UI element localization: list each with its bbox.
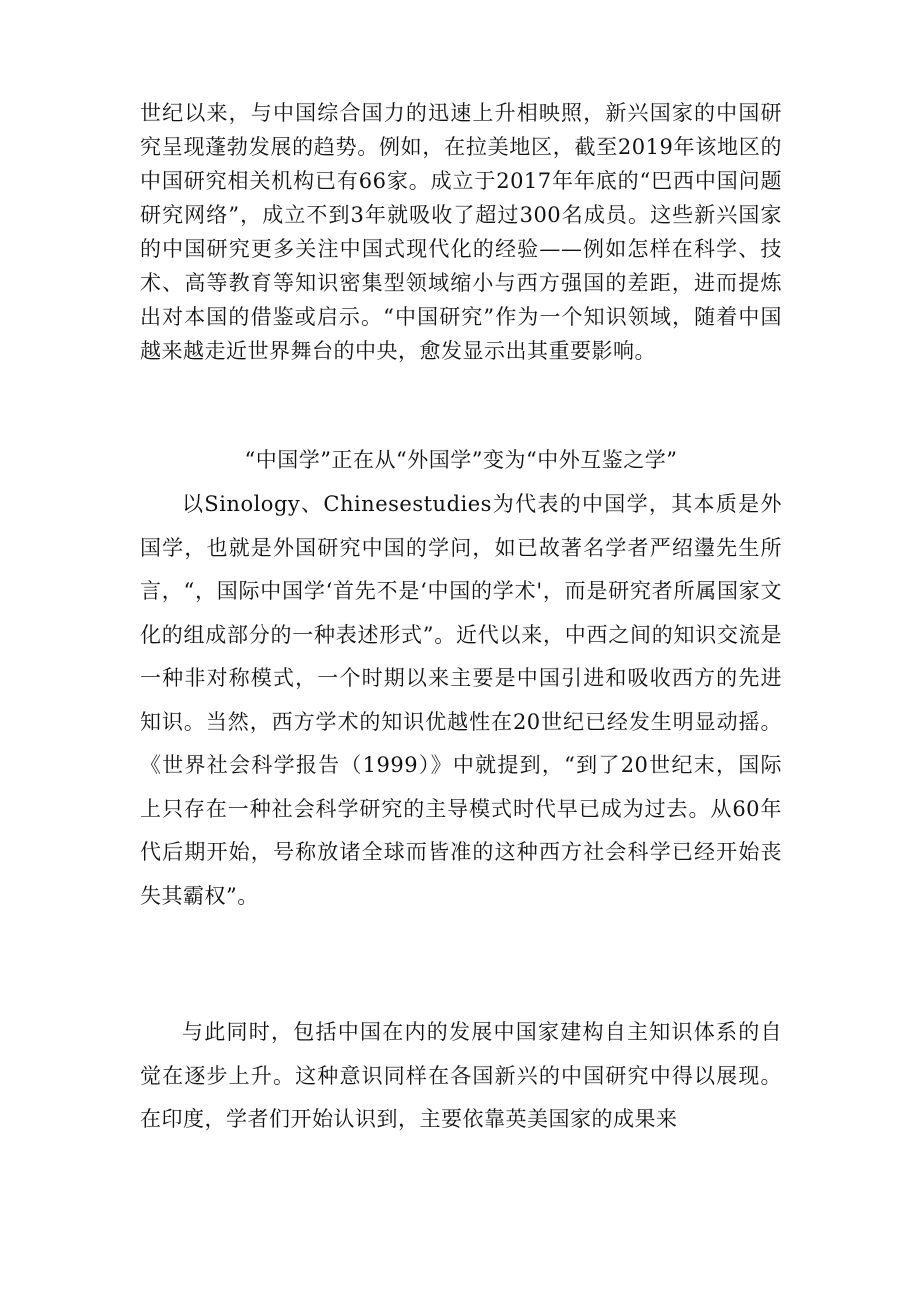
body-paragraph-1: 世纪以来，与中国综合国力的迅速上升相映照，新兴国家的中国研究呈现蓬勃发展的趋势。例如，在拉美地区，截至2019年该地区的中国研究相关机构已有66家。成立于2017年年底的“巴西中国问题研究网络”，成立不到3年就吸收了超过300名成员。这些新兴国家的中国研究更多关注中国式现代化的经验——例如怎样在科学、技术、高等教育等知识密集型领域缩小与西方强国的差距，进而提炼出对本国的借鉴或启示。“中国研究”作为一个知识领域，随着中国越来越走近世界舞台的中央，愈发显示出其重要影响。: [140, 101, 782, 363]
section-heading: “中国学”正在从“外国学”变为“中外互鉴之学”: [244, 448, 678, 472]
body-paragraph-3: 与此同时，包括中国在内的发展中国家建构自主知识体系的自觉在逐步上升。这种意识同样在各国新兴的中国研究中得以展现。在印度，学者们开始认识到，主要依靠英美国家的成果来: [140, 1020, 782, 1131]
body-paragraph-2: 以Sinology、Chinesestudies为代表的中国学，其本质是外国学，也就是外国研究中国的学问，如已故著名学者严绍璗先生所言，“，国际中国学‘首先不是‘中国的学术'，而是研究者所属国家文化的组成部分的一种表述形式”。近代以来，中西之间的知识交流是一种非对称模式，一个时期以来主要是中国引进和吸收西方的先进知识。当然，西方学术的知识优越性在20世纪已经发生明显动摇。《世界社会科学报告（1999）》中就提到，“到了20世纪末，国际上只存在一种社会科学研究的主导模式时代早已成为过去。从60年代后期开始，号称放诸全球而皆准的这种西方社会科学已经开始丧失其霸权”。: [140, 492, 782, 908]
